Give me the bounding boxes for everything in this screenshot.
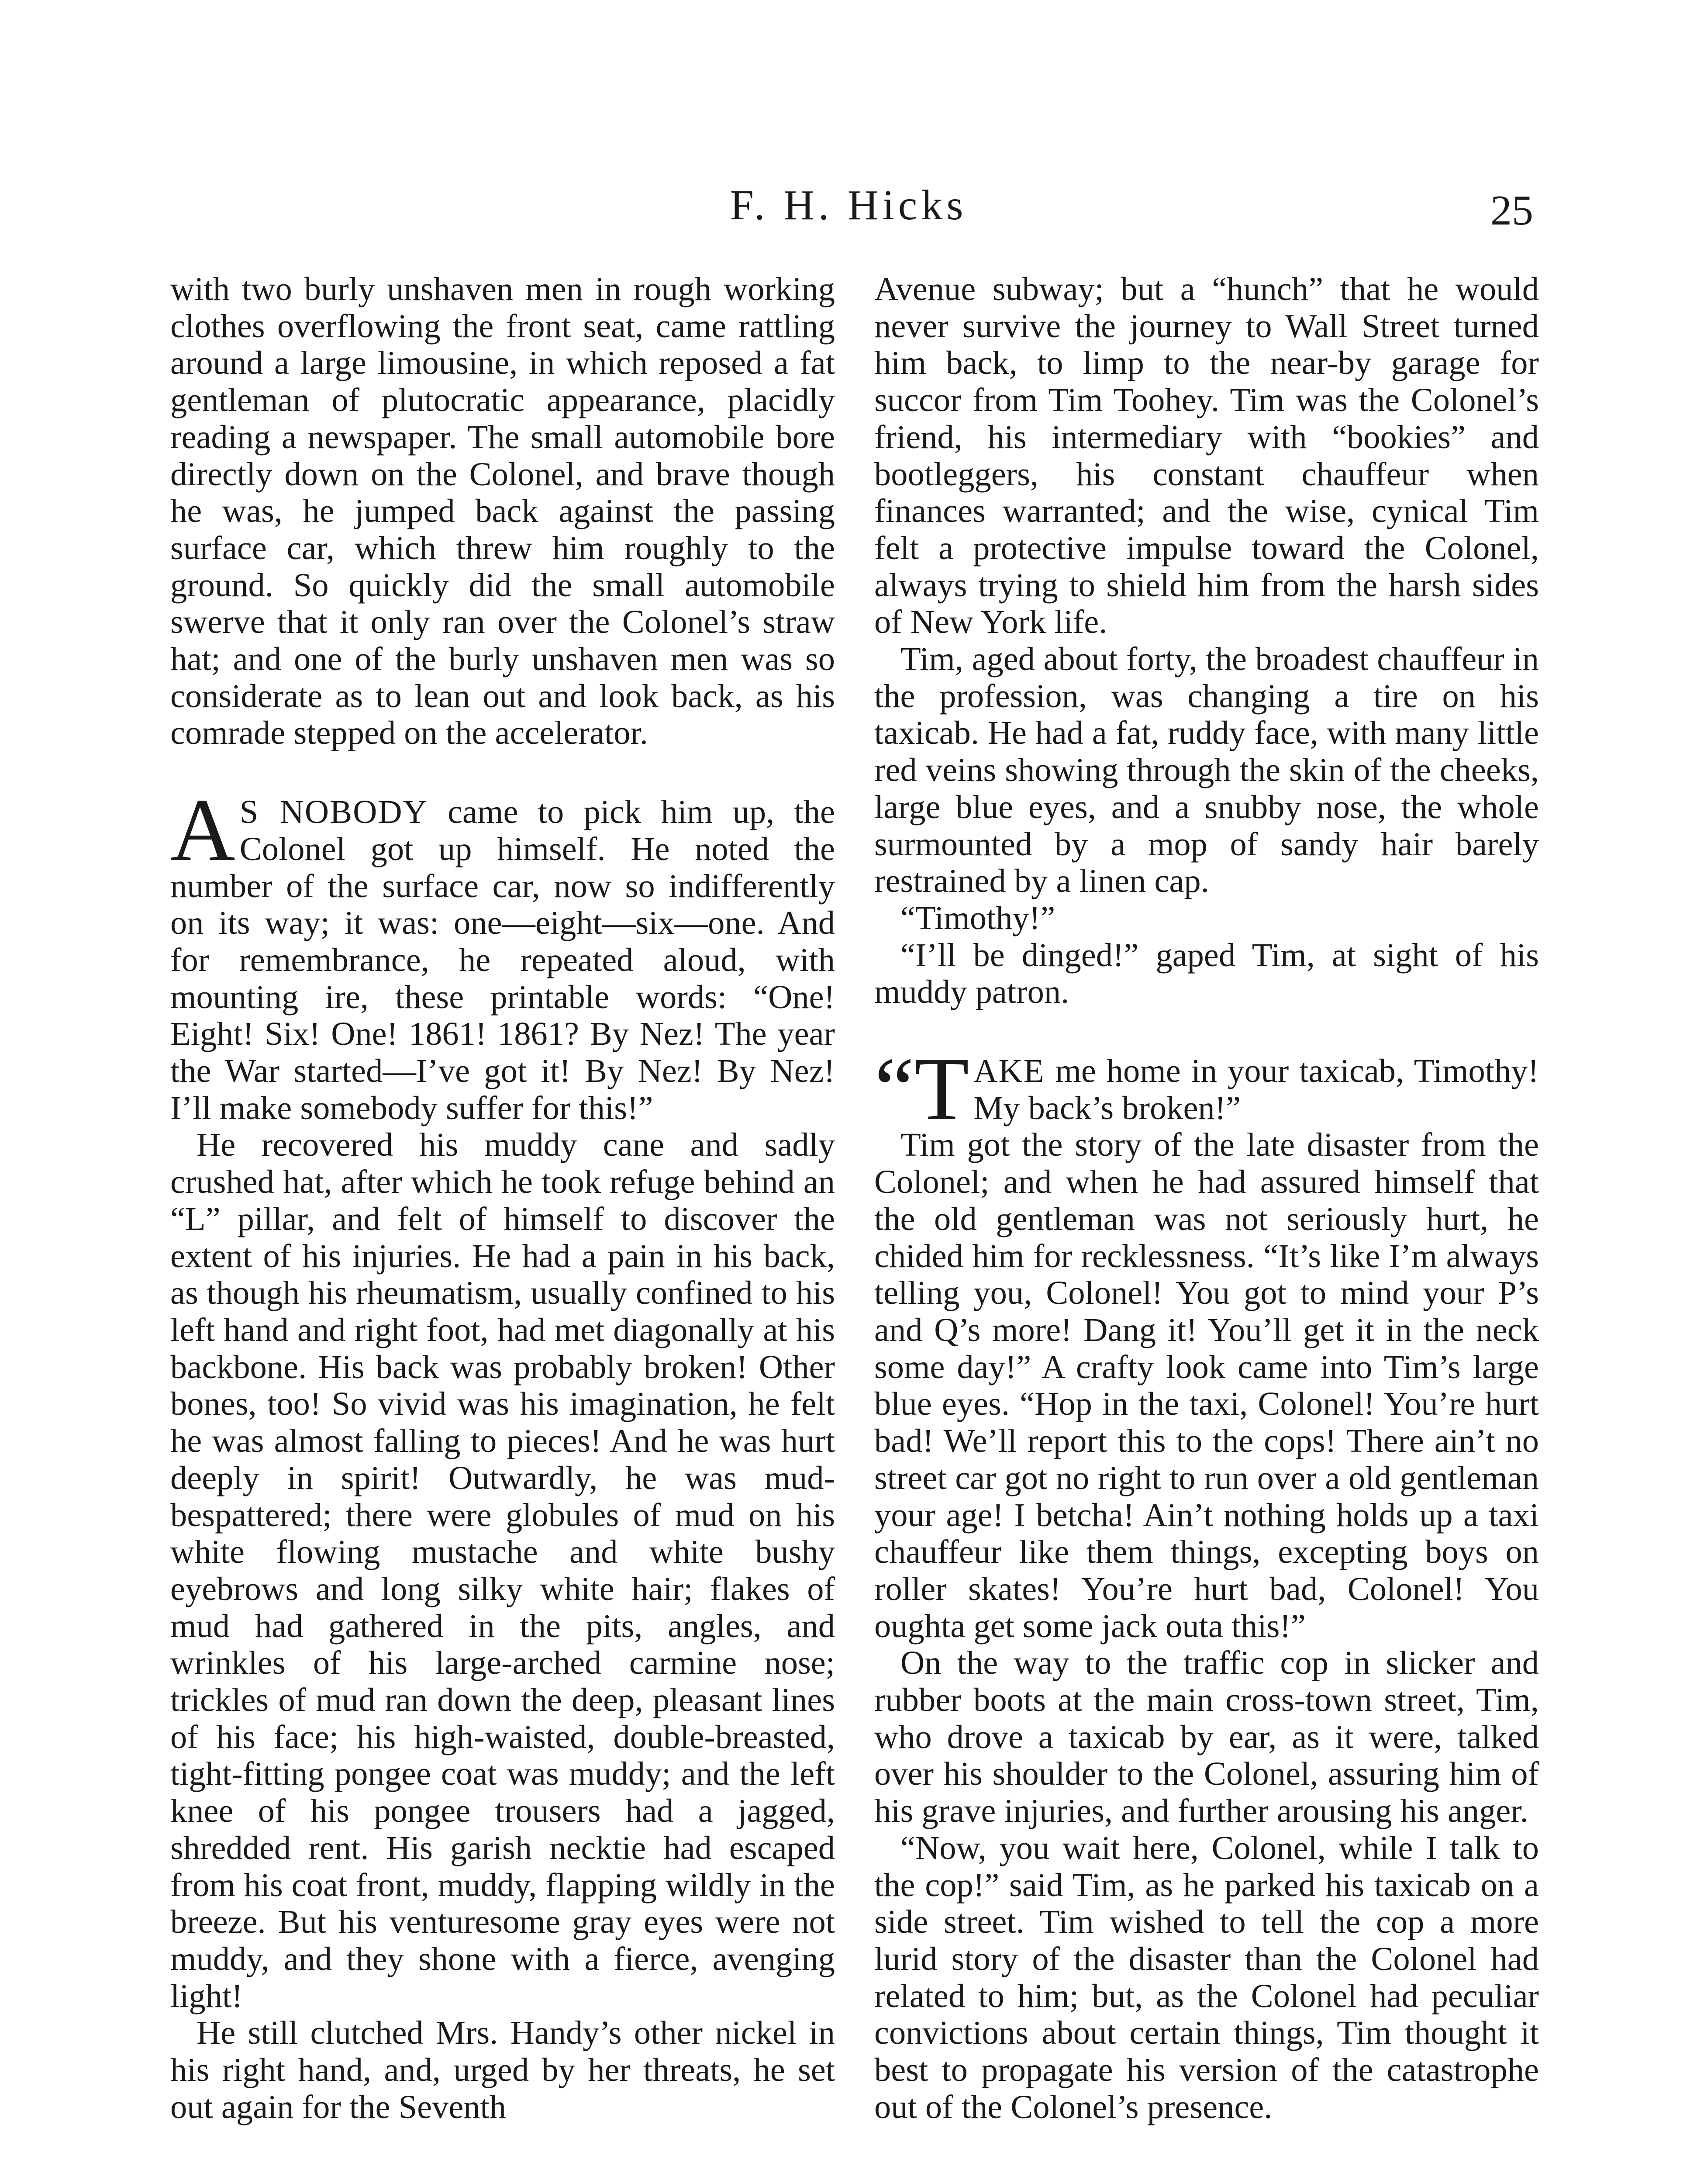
page-number: 25 [1490,187,1533,234]
paragraph: “Timothy!” [900,899,1055,936]
paragraph: On the way to the traffic cop in slicker and rubber boots at the main cross-town street, Tim, who drove a taxicab by ear, as it were, talked over his shoulder to the Colonel, assuring him of his grave injuries, and further arousing his anger. [874,1644,1539,1830]
right-column [874,271,1539,2125]
small-caps-lead: AKE [973,1052,1045,1090]
left-column [170,271,835,2125]
running-title: F. H. Hicks [730,182,967,229]
paragraph-text: me home in your taxicab, Timothy! My back’s broken!” [973,1052,1539,1127]
paragraph: He recovered his muddy cane and sadly crushed hat, after which he took refuge behind an “L” pillar, and felt of himself to discover the extent of his injuries. He had a pain in his back, as though his rheumatism, usually confined to his left hand and right foot, had met diagonally at his backbone. His back was probably broken! Other bones, too! So vivid was his imagination, he felt he was almost falling to pieces! And he was hurt deeply in spirit! Outwardly, he was mud-bespattered; there were globules of mud on his white flowing mustache and white bushy eyebrows and long silky white hair; flakes of mud had gathered in the pits, angles, and wrinkles of his large-arched carmine nose; trickles of mud ran down the deep, pleasant lines of his face; his high-waisted, double-breasted, tight-fitting pongee coat was muddy; and the left knee of his pongee trousers had a jagged, shredded rent. His garish necktie had escaped from his coat front, muddy, flapping wildly in the breeze. But his venturesome gray eyes were not muddy, and they shone with a fierce, avenging light! [170,1126,835,2015]
section-opening-paragraph [874,1039,1539,1139]
paragraph: Tim, aged about forty, the broadest chauffeur in the profession, was changing a tire on his taxicab. He had a fat, ruddy face, with many little red veins showing through the skin of the cheeks, large blue eyes, and a snubby nose, the whole surmounted by a mop of sandy hair barely restrained by a linen cap. [874,640,1539,900]
paragraph: with two burly unshaven men in rough working clothes overflowing the front seat, came rattling around a large limousine, in which reposed a fat gentleman of plutocratic appearance, placidly reading a newspaper. The small automobile bore directly down on the Colonel, and brave though he was, he jumped back against the passing surface car, which threw him roughly to the ground. So quickly did the small automobile swerve that it only ran over the Colonel’s straw hat; and one of the burly unshaven men was so considerate as to lean out and look back, as his comrade stepped on the accelerator. [170,270,835,752]
paragraph: “Now, you wait here, Colonel, while I talk to the cop!” said Tim, as he parked his taxicab on a side street. Tim wished to tell the cop a more lurid story of the disaster than the Colonel had related to him; but, as the Colonel had peculiar convictions about certain things, Tim thought it best to propagate his version of the catastrophe out of the Colonel’s presence. [874,1829,1539,2125]
paragraph-text: came to pick him up, the Colonel got up himself. He noted the number of the surface car, now so indifferently on its way; it was: one—eight—six—one. And for remembrance, he repeated aloud, with mounting ire, these printable words: “One! Eight! Six! One! 1861! 1861? By Nez! The year the War started—I’ve got it! By Nez! By Nez! I’ll make somebody suffer for this!” [170,793,835,1127]
drop-cap: A [170,780,235,880]
paragraph: Tim got the story of the late disaster from the Colonel; and when he had assured himself that the old gentleman was not seriously hurt, he chided him for recklessness. “It’s like I’m always telling you, Colonel! You got to mind your P’s and Q’s more! Dang it! You’ll get it in the neck some day!” A crafty look came into Tim’s large blue eyes. “Hop in the taxi, Colonel! You’re hurt bad! We’ll report this to the cops! There ain’t no street car got no right to run over a old gentleman your age! I betcha! Ain’t nothing holds up a taxi chauffeur like them things, excepting boys on roller skates! You’re hurt bad, Colonel! You oughta get some jack outa this!” [874,1126,1539,1645]
small-caps-lead: S NOBODY [239,793,428,831]
paragraph: “I’ll be dinged!” gaped Tim, at sight of his muddy patron. [874,936,1539,1011]
running-head [0,175,1697,236]
paragraph: He still clutched Mrs. Handy’s other nickel in his right hand, and, urged by her threats, he set out again for the Seventh [170,2014,835,2125]
paragraph: Avenue subway; but a “hunch” that he would never survive the journey to Wall Street turned him back, to limp to the near-by garage for succor from Tim Toohey. Tim was the Colonel’s friend, his intermediary with “bookies” and bootleggers, his constant chauffeur when finances warranted; and the wise, cynical Tim felt a protective impulse toward the Colonel, always trying to shield him from the harsh sides of New York life. [874,270,1539,641]
section-opening-paragraph [170,780,835,1127]
drop-cap: “T [874,1039,969,1139]
